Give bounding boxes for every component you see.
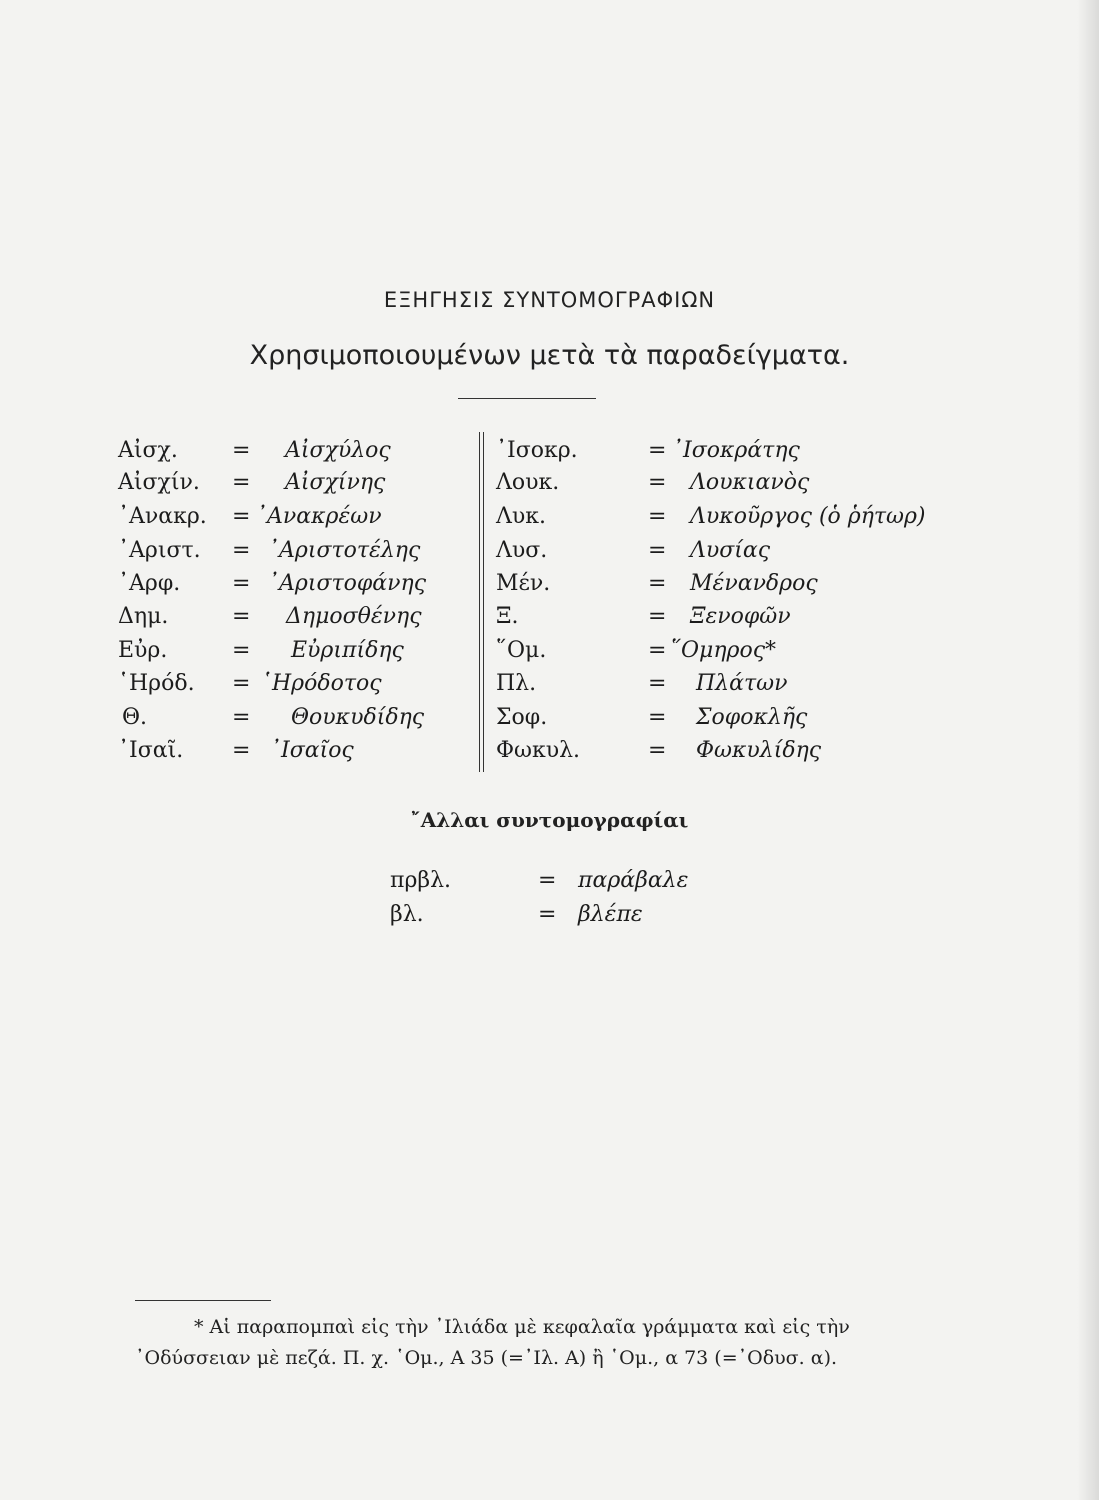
list-item: Πλ. = Πλάτων (496, 671, 788, 696)
footnote-divider (135, 1300, 271, 1301)
list-item: βλ. = βλέπε (390, 902, 643, 927)
title-divider (458, 398, 596, 399)
other-abbreviations-heading: ῎Αλλαι συντομογραφίαι (410, 808, 689, 832)
list-item: Δημ. = Δημοσθένης (118, 604, 422, 629)
footnote-line-2: ᾿Οδύσσειαν μὲ πεζά. Π. χ. ῾Ομ., Α 35 (=᾿Ιλ. Α) ἢ ῾Ομ., α 73 (=᾿Οδυσ. α). (135, 1347, 838, 1369)
list-item: Μέν. = Μένανδρος (496, 571, 818, 596)
list-item: Λυκ. = Λυκοῦργος (ὁ ῥήτωρ) (496, 504, 926, 529)
list-item: Φωκυλ. = Φωκυλίδης (496, 738, 822, 763)
page-subtitle: Χρησιμοποιουμένων μετὰ τὰ παραδείγματα. (249, 340, 850, 371)
list-item: ᾿Αριστ. = ᾿Αριστοτέλης (118, 538, 421, 563)
list-item: ᾿Ισαῖ. = ᾿Ισαῖος (118, 738, 354, 763)
list-item: ᾿Αρφ. = ᾿Αριστοφάνης (118, 571, 427, 596)
list-item: Αἰσχίν. = Αἰσχίνης (118, 470, 386, 495)
list-item: Σοφ. = Σοφοκλῆς (496, 705, 808, 730)
page-edge-shadow (1077, 0, 1099, 1500)
list-item: πρβλ. = παράβαλε (390, 868, 689, 893)
list-item: Εὐρ. = Εὐριπίδης (118, 638, 404, 663)
list-item: Λυσ. = Λυσίας (496, 538, 771, 563)
list-item: Αἰσχ. = Αἰσχύλος (118, 438, 391, 463)
list-item: ῞Ομ. = ῞Ομηρος* (496, 638, 777, 663)
footnote-line-1: * Αἱ παραπομπαὶ εἰς τὴν ᾿Ιλιάδα μὲ κεφαλαῖα γράμματα καὶ εἰς τὴν (194, 1316, 850, 1338)
list-item: ᾿Ισοκρ. = ᾿Ισοκράτης (496, 438, 800, 463)
list-item: Λουκ. = Λουκιανὸς (496, 470, 810, 495)
list-item: Θ. = Θουκυδίδης (122, 705, 425, 730)
list-item: ῾Ηρόδ. = ῾Ηρόδοτος (118, 671, 382, 696)
page-title: ΕΞΗΓΗΣΙΣ ΣΥΝΤΟΜΟΓΡΑΦΙΩΝ (383, 288, 716, 312)
list-item: Ξ. = Ξενοφῶν (496, 604, 791, 629)
list-item: ᾿Ανακρ. = ᾿Ανακρέων (118, 504, 382, 529)
column-separator (479, 432, 484, 772)
